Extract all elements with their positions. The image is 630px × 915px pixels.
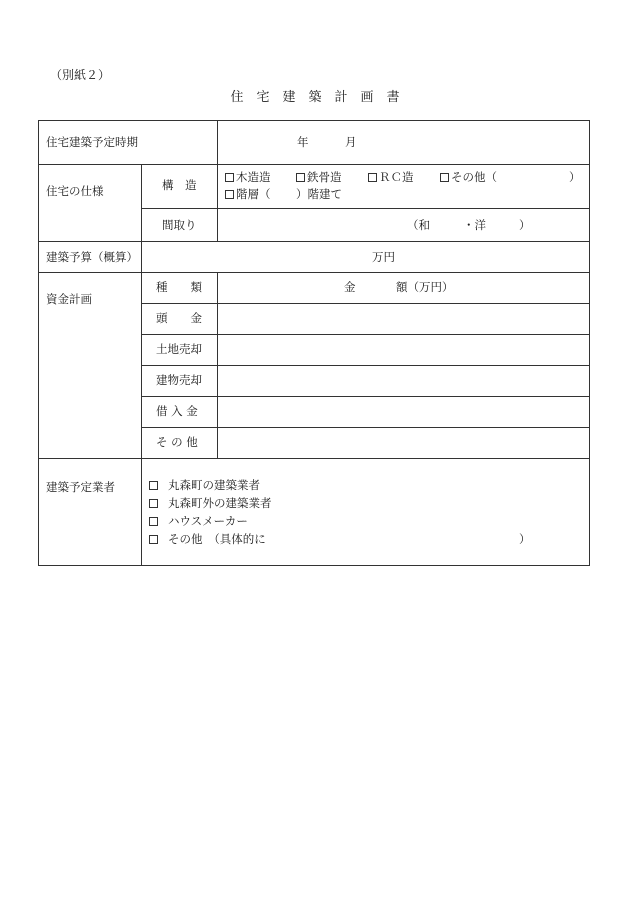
- checkbox[interactable]: [149, 481, 158, 490]
- funding-label: 資金計画: [46, 292, 92, 306]
- table-border-bottom: [38, 565, 590, 566]
- row-divider: [38, 272, 590, 273]
- col-divider: [141, 241, 142, 272]
- checkbox[interactable]: [296, 173, 305, 182]
- structure-option-wood[interactable]: 木造造: [225, 170, 271, 184]
- funding-amount-loan[interactable]: [218, 397, 589, 427]
- row-divider: [38, 241, 590, 242]
- layout-value-close: ）: [519, 218, 531, 232]
- schedule-year: 年: [297, 135, 309, 149]
- funding-col-amount-a: 金: [344, 280, 356, 294]
- floors-field[interactable]: 階層（: [225, 187, 271, 201]
- layout-value-open: （和: [407, 218, 430, 232]
- funding-amount-land-sale[interactable]: [218, 335, 589, 365]
- funding-item-loan: 借 入 金: [156, 404, 198, 418]
- funding-amount-down-payment[interactable]: [218, 304, 589, 334]
- checkbox[interactable]: [225, 190, 234, 199]
- schedule-label: 住宅建築予定時期: [46, 135, 138, 149]
- funding-amount-other[interactable]: [218, 428, 589, 458]
- structure-other-close: ）: [569, 170, 581, 184]
- structure-label: 構 造: [162, 178, 197, 192]
- checkbox[interactable]: [368, 173, 377, 182]
- checkbox[interactable]: [225, 173, 234, 182]
- funding-item-land-sale: 土地売却: [156, 342, 202, 356]
- checkbox[interactable]: [440, 173, 449, 182]
- funding-item-down-payment: 頭 金: [156, 311, 202, 325]
- builder-option-other[interactable]: その他 （具体的に: [149, 532, 266, 546]
- col-divider: [141, 458, 142, 566]
- col-divider: [217, 164, 218, 241]
- checkbox[interactable]: [149, 499, 158, 508]
- budget-label: 建築予算（概算）: [46, 250, 138, 264]
- builder-other-close: ）: [519, 532, 531, 546]
- funding-item-building-sale: 建物売却: [156, 373, 202, 387]
- funding-amount-building-sale[interactable]: [218, 366, 589, 396]
- row-divider: [141, 208, 590, 209]
- checkbox[interactable]: [149, 535, 158, 544]
- schedule-month: 月: [345, 135, 357, 149]
- structure-option-steel[interactable]: 鉄骨造: [296, 170, 342, 184]
- floors-suffix: ）階建て: [296, 187, 342, 201]
- builder-label: 建築予定業者: [46, 480, 115, 494]
- col-divider: [141, 272, 142, 458]
- builder-option-outside[interactable]: 丸森町外の建築業者: [149, 496, 272, 510]
- row-divider: [38, 458, 590, 459]
- document-title: 住 宅 建 築 計 画 書: [230, 90, 400, 105]
- checkbox[interactable]: [149, 517, 158, 526]
- table-border-top: [38, 120, 590, 121]
- budget-unit: 万円: [372, 250, 395, 264]
- funding-item-other: そ の 他: [156, 435, 198, 449]
- table-border-right: [589, 120, 590, 566]
- layout-value-mid: ・洋: [463, 218, 486, 232]
- builder-option-local[interactable]: 丸森町の建築業者: [149, 478, 260, 492]
- funding-col-amount-b: 額（万円）: [396, 280, 454, 294]
- layout-label: 間取り: [162, 218, 197, 232]
- col-divider: [141, 164, 142, 241]
- funding-col-type: 種 類: [156, 280, 202, 294]
- col-divider: [217, 120, 218, 164]
- spec-label: 住宅の仕様: [46, 184, 104, 198]
- structure-option-other[interactable]: その他（: [440, 170, 497, 184]
- row-divider: [38, 164, 590, 165]
- table-border-left: [38, 120, 39, 566]
- plan-table: [38, 120, 590, 566]
- structure-option-rc[interactable]: ＲＣ造: [368, 170, 414, 184]
- builder-option-house-maker[interactable]: ハウスメーカー: [149, 514, 248, 528]
- annex-label: （別紙２）: [50, 68, 111, 82]
